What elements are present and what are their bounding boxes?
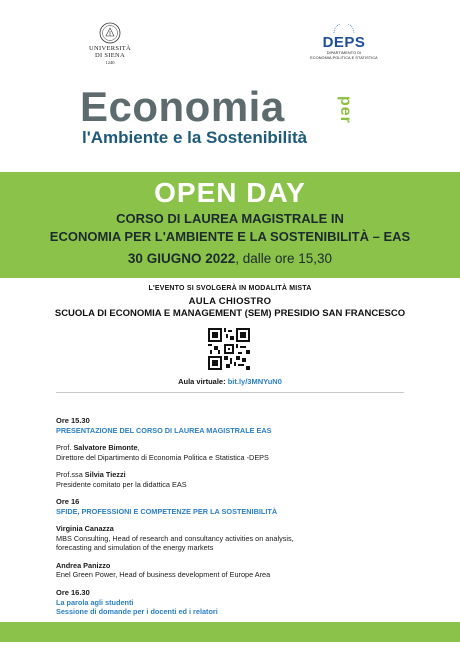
program-session-title: Sessione di domande per i docenti ed i relatori	[56, 607, 218, 617]
speaker-panizzo	[56, 561, 406, 580]
title-economia: Economia	[80, 83, 285, 130]
deps-logo	[298, 24, 390, 60]
speaker-name	[56, 524, 406, 533]
deps-line1: DIPARTIMENTO DI	[326, 51, 362, 55]
speaker-name-bold: Silvia Tiezzi	[84, 470, 126, 480]
qr-code-icon[interactable]	[208, 328, 250, 370]
program-title-logo	[80, 83, 380, 156]
unisi-year: 1240	[105, 59, 115, 65]
speaker-role: MBS Consulting, Head of research and consultancy activities on analysis,	[56, 533, 294, 543]
deps-line2: ECONOMIA POLITICA E STATISTICA	[310, 55, 378, 60]
speaker-role: Direttore del Dipartimento di Economia Politica e Statistica -DEPS	[56, 452, 269, 462]
speaker-canazza	[56, 524, 406, 552]
event-program	[56, 416, 406, 625]
speaker-bimonte	[56, 443, 406, 462]
speaker-title: Prof.ssa	[56, 470, 85, 480]
speaker-role: Enel Green Power, Head of business development of Europe Area	[56, 570, 271, 580]
program-item-2	[56, 497, 406, 516]
course-line2: ECONOMIA PER L'AMBIENTE E LA SOSTENIBILITÀ – EAS	[49, 229, 411, 245]
program-item-3	[56, 588, 406, 617]
venue-hall: AULA CHIOSTRO	[188, 296, 272, 307]
event-date	[0, 251, 460, 266]
speaker-title: Prof.	[56, 443, 74, 453]
footer-band	[0, 622, 460, 642]
unisi-name-line2: DI SIENA	[94, 51, 126, 59]
program-time: Ore 15.30	[56, 416, 90, 425]
speaker-name	[56, 470, 406, 479]
program-session-title: La parola agli studenti	[56, 597, 134, 607]
unisi-name-line1: UNIVERSITÀ	[89, 45, 131, 52]
speaker-name-comma: ,	[137, 443, 140, 453]
speaker-tiezzi	[56, 470, 406, 489]
venue-school: SCUOLA DI ECONOMIA E MANAGEMENT (SEM) PRESIDIO SAN FRANCESCO	[54, 308, 406, 319]
virtual-room-link[interactable]: bit.ly/3MNYuN0	[227, 377, 282, 386]
virtual-room	[0, 377, 460, 386]
open-day-heading: OPEN DAY	[154, 177, 306, 208]
event-date-day: 30 GIUGNO 2022	[127, 251, 236, 267]
program-session-title: PRESENTAZIONE DEL CORSO DI LAUREA MAGISTRALE EAS	[56, 425, 272, 435]
virtual-room-label: Aula virtuale:	[178, 377, 228, 386]
mixed-mode-note: L'EVENTO SI SVOLGERÀ IN MODALITÀ MISTA	[148, 285, 312, 292]
deps-mark: DEPS	[322, 34, 366, 51]
university-seal-icon	[99, 22, 121, 44]
program-time: Ore 16	[56, 497, 80, 507]
speaker-role: forecasting and simulation of the energy markets	[56, 543, 214, 553]
title-per: per	[337, 96, 354, 124]
event-date-time: , dalle ore 15,30	[235, 251, 333, 267]
section-divider	[56, 392, 404, 393]
course-line1: CORSO DI LAUREA MAGISTRALE IN	[116, 210, 344, 226]
event-location	[0, 285, 460, 319]
program-session-title: SFIDE, PROFESSIONI E COMPETENZE PER LA SOSTENIBILITÀ	[56, 506, 278, 516]
deps-seal-icon	[331, 24, 357, 34]
university-of-siena-logo	[84, 22, 136, 65]
speaker-name-bold: Virginia Canazza	[56, 524, 114, 534]
speaker-name	[56, 443, 406, 452]
header-logos	[0, 22, 460, 84]
program-item-1	[56, 416, 406, 435]
speaker-name-bold: Salvatore Bimonte	[73, 443, 138, 453]
program-time: Ore 16.30	[56, 587, 90, 597]
speaker-name	[56, 561, 406, 570]
title-subtitle: l'Ambiente e la Sostenibilità	[82, 128, 308, 147]
speaker-name-bold: Andrea Panizzo	[56, 560, 111, 570]
speaker-role: Presidente comitato per la didattica EAS	[56, 479, 187, 489]
open-day-banner	[0, 172, 460, 278]
